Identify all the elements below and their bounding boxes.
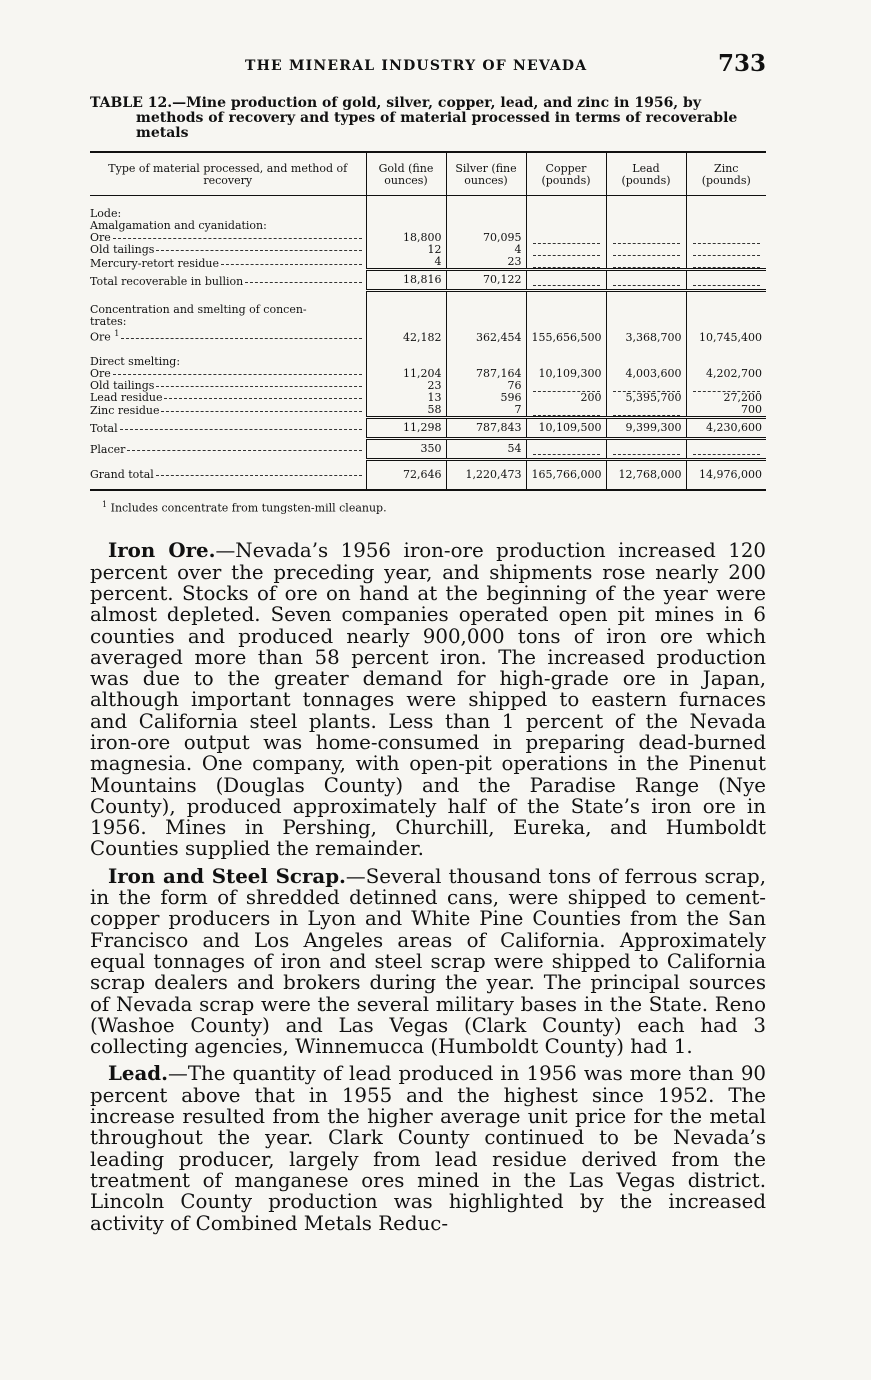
column-header: Copper (pounds) bbox=[526, 152, 606, 196]
paragraph-heading: Lead. bbox=[108, 1061, 169, 1086]
empty-cell bbox=[686, 256, 766, 270]
paragraph-text: —Several thousand tons of ferrous scrap, in the form of shredded detinned cans, were shipped to cement-copper producers in Lyon and White Pine Counties from the San Francisco and Los Angeles areas of California. Approximately equal tonnages of iron and steel scrap were shipped to California scrap dealers and brokers during the year. The principal sources of Nevada scrap were the several military bases in the State. Reno (Washoe County) and Las Vegas (Clark County) each had 3 collecting agencies, Winnemucca (Humboldt County) had 1. bbox=[90, 864, 766, 1059]
silver-cell: 76 bbox=[446, 380, 526, 392]
zinc-cell: 14,976,000 bbox=[686, 459, 766, 490]
table-row bbox=[90, 392, 766, 404]
paragraph bbox=[90, 540, 766, 859]
silver-cell: 23 bbox=[446, 256, 526, 270]
silver-cell: 787,843 bbox=[446, 417, 526, 438]
empty-cell bbox=[526, 438, 606, 459]
gold-cell: 11,204 bbox=[366, 368, 446, 380]
empty-cell bbox=[526, 270, 606, 291]
gold-cell: 72,646 bbox=[366, 459, 446, 490]
lead-cell: 4,003,600 bbox=[606, 368, 686, 380]
copper-cell: 10,109,300 bbox=[526, 368, 606, 380]
running-title: THE MINERAL INDUSTRY OF NEVADA bbox=[245, 58, 588, 74]
gold-cell: 42,182 bbox=[366, 328, 446, 344]
paragraph bbox=[90, 1063, 766, 1233]
zinc-cell: 4,202,700 bbox=[686, 368, 766, 380]
column-header: Type of material processed, and method of recovery bbox=[90, 152, 366, 196]
zinc-cell: 4,230,600 bbox=[686, 417, 766, 438]
paragraph bbox=[90, 863, 766, 1059]
empty-cell bbox=[526, 404, 606, 418]
row-label: Total recoverable in bullion bbox=[90, 274, 244, 288]
footnote-text: Includes concentrate from tungsten-mill cleanup. bbox=[110, 501, 387, 515]
empty-cell bbox=[686, 380, 766, 392]
table-row bbox=[90, 244, 766, 256]
paragraph-heading: Iron Ore. bbox=[108, 538, 216, 563]
table-row bbox=[90, 256, 766, 270]
gold-cell: 23 bbox=[366, 380, 446, 392]
section-label: Direct smelting: bbox=[90, 354, 181, 368]
row-label: Ore bbox=[90, 330, 111, 344]
spacer-row bbox=[90, 291, 766, 305]
row-label: Zinc residue bbox=[90, 404, 160, 418]
table-row bbox=[90, 368, 766, 380]
paragraph-text: —The quantity of lead produced in 1956 was more than 90 percent above that in 1955 and the highest since 1952. The increase resulted from the higher average unit price for the metal throughout the year. Clark County continued to be Nevada’s leading producer, largely from lead residue derived from the treatment of manganese ores mined in the Las Vegas district. Lincoln County production was highlighted by the increased activity of Combined Metals Reduc- bbox=[90, 1062, 766, 1235]
spacer-row bbox=[90, 196, 766, 209]
section-label: Amalgamation and cyanidation: bbox=[90, 219, 267, 232]
column-header: Lead (pounds) bbox=[606, 152, 686, 196]
row-label: Mercury-retort residue bbox=[90, 256, 220, 270]
empty-cell bbox=[686, 270, 766, 291]
section-row bbox=[90, 316, 766, 328]
page bbox=[90, 48, 766, 1240]
silver-cell: 7 bbox=[446, 404, 526, 418]
subtotal-row bbox=[90, 417, 766, 438]
empty-cell bbox=[606, 270, 686, 291]
body-text bbox=[90, 540, 766, 1234]
copper-cell: 200 bbox=[526, 392, 606, 404]
lead-cell: 5,395,700 bbox=[606, 392, 686, 404]
silver-cell: 70,095 bbox=[446, 232, 526, 244]
empty-cell bbox=[606, 404, 686, 418]
caption-line: methods of recovery and types of material processed in terms of recoverable bbox=[136, 110, 738, 126]
copper-cell: 155,656,500 bbox=[526, 328, 606, 344]
column-header: Gold (fine ounces) bbox=[366, 152, 446, 196]
footnote-mark: 1 bbox=[102, 499, 108, 509]
spacer-row bbox=[90, 344, 766, 356]
section-row bbox=[90, 356, 766, 368]
lead-cell: 12,768,000 bbox=[606, 459, 686, 490]
empty-cell bbox=[526, 232, 606, 244]
row-label: Ore bbox=[90, 366, 111, 380]
running-head bbox=[90, 48, 766, 82]
empty-cell bbox=[606, 380, 686, 392]
lead-cell: 9,399,300 bbox=[606, 417, 686, 438]
table-footnote bbox=[102, 500, 766, 515]
zinc-cell: 10,745,400 bbox=[686, 328, 766, 344]
silver-cell: 362,454 bbox=[446, 328, 526, 344]
gold-cell: 11,298 bbox=[366, 417, 446, 438]
silver-cell: 4 bbox=[446, 244, 526, 256]
paragraph-text: —Nevada’s 1956 iron-ore production increased 120 percent over the preceding year, and shipments rose nearly 200 percent. Stocks of ore on hand at the beginning of the year were almost depleted. Seven companies operated open pit mines in 6 counties and produced nearly 900,000 tons of iron ore which averaged more than 58 percent iron. The increased production was due to the greater demand for high-grade ore in Japan, although important tonnages were shipped to eastern furnaces and California steel plants. Less than 1 percent of the Nevada iron-ore output was home-consumed in preparing dead-burned magnesia. One company, with open-pit operations in the Pinenut Mountains (Douglas County) and the Paradise Range (Nye County), produced approximately half of the State’s iron ore in 1956. Mines in Pershing, Churchill, Eureka, and Humboldt Counties supplied the remainder. bbox=[90, 539, 766, 861]
row-label: Placer bbox=[90, 443, 126, 457]
row-label: Old tailings bbox=[90, 378, 155, 392]
table-caption bbox=[90, 96, 766, 141]
footnote-mark: 1 bbox=[114, 329, 120, 338]
empty-cell bbox=[686, 244, 766, 256]
gold-cell: 4 bbox=[366, 256, 446, 270]
empty-cell bbox=[606, 256, 686, 270]
silver-cell: 596 bbox=[446, 392, 526, 404]
paragraph-heading: Iron and Steel Scrap. bbox=[108, 863, 346, 888]
section-label: Lode: bbox=[90, 207, 122, 220]
silver-cell: 787,164 bbox=[446, 368, 526, 380]
row-label: Total bbox=[90, 422, 118, 436]
gold-cell: 13 bbox=[366, 392, 446, 404]
lead-cell: 3,368,700 bbox=[606, 328, 686, 344]
caption-line: TABLE 12.—Mine production of gold, silver, copper, lead, and zinc in 1956, by bbox=[90, 95, 701, 111]
table-header-row bbox=[90, 152, 766, 196]
empty-cell bbox=[606, 232, 686, 244]
column-header: Zinc (pounds) bbox=[686, 152, 766, 196]
table-row bbox=[90, 438, 766, 459]
row-label: Grand total bbox=[90, 467, 154, 481]
silver-cell: 1,220,473 bbox=[446, 459, 526, 490]
section-row bbox=[90, 304, 766, 316]
gold-cell: 12 bbox=[366, 244, 446, 256]
column-header: Silver (fine ounces) bbox=[446, 152, 526, 196]
row-label: Ore bbox=[90, 231, 111, 244]
production-table bbox=[90, 151, 766, 491]
zinc-cell: 700 bbox=[686, 404, 766, 418]
row-label: Old tailings bbox=[90, 243, 155, 256]
subtotal-row bbox=[90, 270, 766, 291]
silver-cell: 54 bbox=[446, 438, 526, 459]
zinc-cell: 27,200 bbox=[686, 392, 766, 404]
grand-total-row bbox=[90, 459, 766, 490]
row-label: Lead residue bbox=[90, 390, 163, 404]
empty-cell bbox=[526, 244, 606, 256]
gold-cell: 350 bbox=[366, 438, 446, 459]
section-label: Concentration and smelting of concen- bbox=[90, 303, 307, 316]
caption-line: metals bbox=[136, 125, 189, 141]
empty-cell bbox=[606, 244, 686, 256]
gold-cell: 58 bbox=[366, 404, 446, 418]
page-number: 733 bbox=[717, 50, 766, 77]
section-label: trates: bbox=[90, 315, 127, 328]
empty-cell bbox=[526, 380, 606, 392]
gold-cell: 18,816 bbox=[366, 270, 446, 291]
empty-cell bbox=[606, 438, 686, 459]
empty-cell bbox=[686, 232, 766, 244]
gold-cell: 18,800 bbox=[366, 232, 446, 244]
copper-cell: 165,766,000 bbox=[526, 459, 606, 490]
table-row bbox=[90, 404, 766, 418]
empty-cell bbox=[526, 256, 606, 270]
empty-cell bbox=[686, 438, 766, 459]
table-row bbox=[90, 328, 766, 344]
copper-cell: 10,109,500 bbox=[526, 417, 606, 438]
silver-cell: 70,122 bbox=[446, 270, 526, 291]
table-row bbox=[90, 380, 766, 392]
